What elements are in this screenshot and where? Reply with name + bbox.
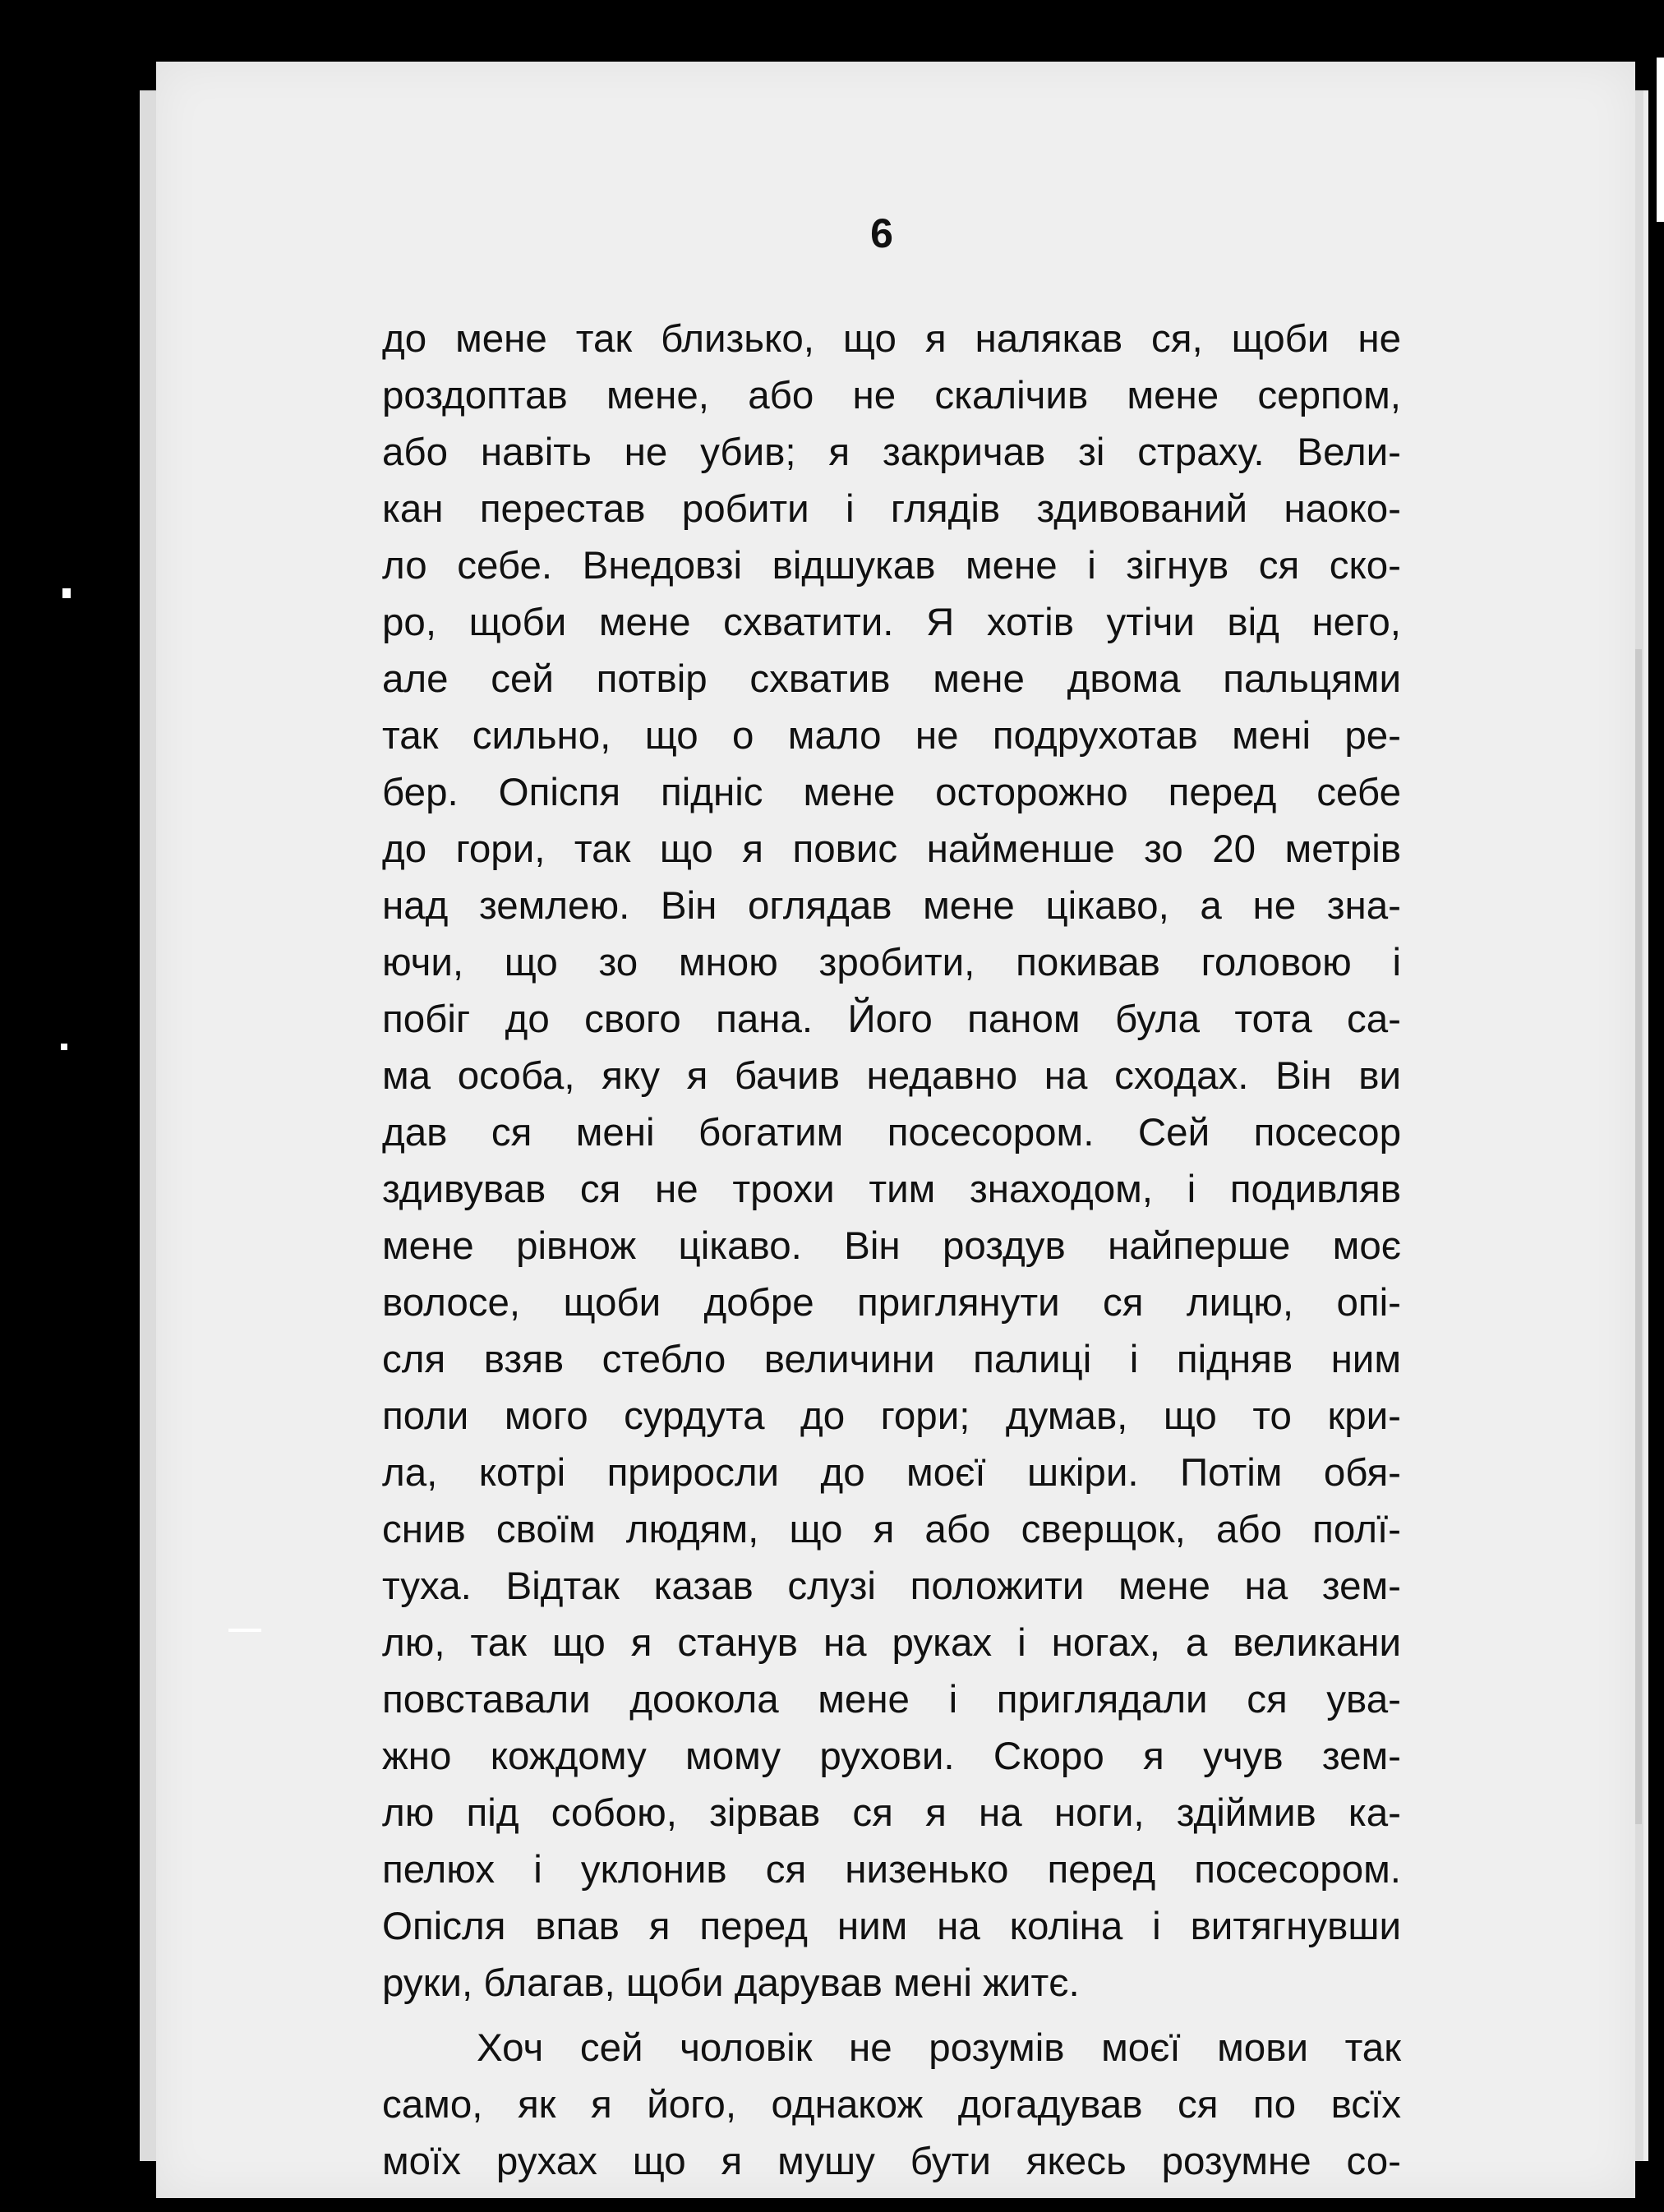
text-line: бер. Опіспя підніс мене осторожно перед себе — [382, 771, 1401, 814]
text-line: ла, котрі приросли до моєї шкіри. Потім обя- — [382, 1451, 1401, 1495]
text-line: руки, благав, щоби дарував мені житє. — [382, 1961, 1080, 2005]
text-line: снив своїм людям, що я або сверщок, або полї- — [382, 1508, 1401, 1551]
text-line: роздоптав мене, або не скалічив мене серпом, — [382, 374, 1401, 417]
text-line: здивував ся не трохи тим знаходом, і подивляв — [382, 1168, 1401, 1211]
text-line: так сильно, що о мало не подрухотав мені ре- — [382, 714, 1401, 758]
text-line: але сей потвір схватив мене двома пальцями — [382, 657, 1401, 701]
text-line: до гори, так що я повис найменше зо 20 метрів — [382, 827, 1401, 871]
text-line: жно кождому мому рухови. Скоро я учув зем- — [382, 1735, 1401, 1778]
text-line: туха. Відтак казав слузі положити мене на зем- — [382, 1565, 1401, 1608]
text-line: сля взяв стебло величини палиці і підняв ним — [382, 1338, 1401, 1381]
text-line: дав ся мені богатим посесором. Сей посесор — [382, 1111, 1401, 1154]
scan-speck — [228, 1629, 261, 1632]
text-line: ма особа, яку я бачив недавно на сходах. Він ви — [382, 1054, 1401, 1098]
text-line: пелюх і уклонив ся низенько перед посесором. — [382, 1848, 1401, 1892]
scan-speck — [61, 1044, 67, 1050]
text-line: мене рівнож цікаво. Він роздув найперше моє — [382, 1224, 1401, 1268]
scan-speck — [62, 588, 71, 598]
body-text — [382, 311, 1401, 2190]
text-line: моїх рухах що я мушу бути якесь розумне со- — [382, 2140, 1401, 2183]
text-line: ло себе. Внедовзі відшукав мене і зігнув ся ско- — [382, 544, 1401, 588]
page-number: 6 — [870, 210, 893, 256]
text-line: поли мого сурдута до гори; думав, що то кри- — [382, 1394, 1401, 1438]
text-line: або навіть не убив; я закричав зі страху. Вели- — [382, 431, 1401, 474]
text-line: само, як я його, однакож догадував ся по всїх — [382, 2083, 1401, 2127]
text-line: побіг до свого пана. Його паном була тота са- — [382, 998, 1401, 1041]
text-line: до мене так близько, що я налякав ся, щоби не — [382, 317, 1401, 361]
paragraph-2 — [382, 2020, 1401, 2190]
text-line: повставали доокола мене і приглядали ся ува- — [382, 1678, 1401, 1721]
text-line: волосе, щоби добре приглянути ся лицю, опі- — [382, 1281, 1401, 1325]
paragraph-gap — [382, 2012, 1401, 2020]
text-line: ючи, що зо мною зробити, покивав головою і — [382, 941, 1401, 984]
text-line: над землею. Він оглядав мене цікаво, а не зна- — [382, 884, 1401, 928]
text-line: кан перестав робити і глядів здивований наоко- — [382, 487, 1401, 531]
text-line: ро, щоби мене схватити. Я хотів утічи від него, — [382, 601, 1401, 644]
text-line: Хоч сей чоловік не розумів моєї мови так — [477, 2026, 1401, 2070]
paragraph-1 — [382, 311, 1401, 2012]
text-line: Опісля впав я перед ним на коліна і витягнувши — [382, 1905, 1401, 1948]
text-line: лю, так що я станув на руках і ногах, а великани — [382, 1621, 1401, 1665]
text-line: лю під собою, зірвав ся я на ноги, здіймив ка- — [382, 1791, 1401, 1835]
scan-edge-line — [1657, 58, 1664, 222]
